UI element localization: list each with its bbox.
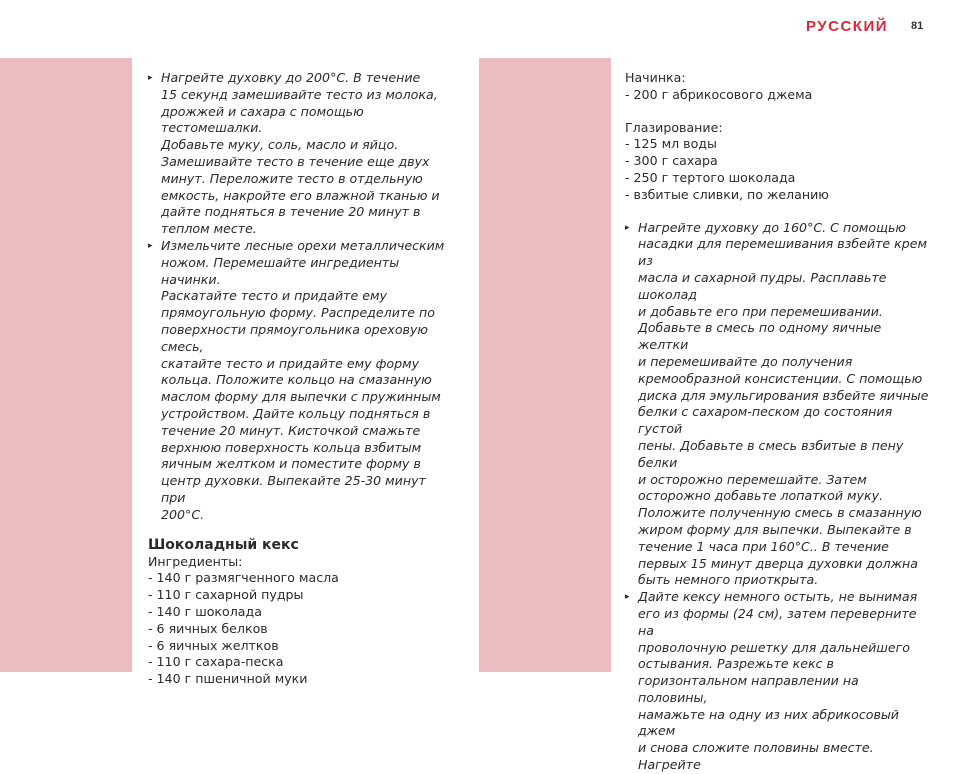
instruction-step	[625, 589, 930, 774]
instruction-text: Измельчите лесные орехи металлическим ножом. Перемешайте ингредиенты начинки. Раскатайте тесто и придайте ему прямоугольную форму. Распределите по поверхности прямоугольника ореховую смесь, скатайте тесто и придайте ему форму кольца. Положите кольцо на смазанную маслом форму для выпечки с пружинным устройством. Дайте кольцу подняться в течение 20 минут. Кисточкой смажьте верхнюю поверхность кольца взбитым яичным желтком и поместите форму в центр духовки. Выпекайте 25-30 минут при 200°С.	[161, 237, 445, 522]
bullet-arrow-icon: ▸	[148, 240, 153, 251]
ingredient-item: - 140 г пшеничной муки	[148, 671, 308, 687]
instruction-step	[148, 70, 448, 238]
ingredients-list	[148, 570, 448, 688]
ingredient-item: - 110 г сахара-песка	[148, 654, 284, 670]
ingredient-item: - 6 яичных желтков	[148, 637, 279, 653]
bullet-arrow-icon: ▸	[625, 222, 630, 233]
ingredient-item: - 125 мл воды	[625, 136, 717, 152]
ingredient-item: - 250 г тертого шоколада	[625, 169, 796, 185]
instruction-text: Дайте кексу немного остыть, не вынимая его из формы (24 см), затем переверните на проволочную решетку для дальнейшего остывания. Разрежьте кекс в горизонтальном направлении на половины, намажьте на одну из них абрикосовый джем и снова сложите половины вместе. Нагрейте	[638, 589, 918, 773]
instruction-step	[148, 238, 448, 524]
ingredient-item: - 140 г шоколада	[148, 603, 262, 619]
glaze-label: Глазирование:	[625, 119, 723, 135]
filling-label: Начинка:	[625, 70, 686, 85]
ingredient-item: - 110 г сахарной пудры	[148, 587, 304, 603]
page-number: 81	[911, 20, 924, 32]
filling-list	[625, 87, 930, 104]
ingredients-label: Ингредиенты:	[148, 553, 243, 569]
decorative-band-middle	[479, 58, 611, 672]
language-heading: РУССКИЙ	[806, 18, 889, 35]
glaze-list	[625, 136, 930, 203]
instruction-step	[625, 220, 930, 590]
recipe-title: Шоколадный кекс	[148, 536, 299, 553]
ingredient-item: - взбитые сливки, по желанию	[625, 186, 829, 202]
left-column	[148, 70, 448, 688]
bullet-arrow-icon: ▸	[148, 73, 153, 83]
instruction-text: Нагрейте духовку до 200°С. В течение 15 секунд замешивайте тесто из молока, дрожжей и сахара с помощью тестомешалки. Добавьте муку, соль, масло и яйцо. Замешивайте тесто в течение еще двух минут. Переложите тесто в отдельную емкость, накройте его влажной тканью и дайте подняться в течение 20 минут в теплом месте.	[161, 70, 440, 237]
instruction-text: Нагрейте духовку до 160°С. С помощью насадки для перемешивания взбейте крем из масла и сахарной пудры. Расплавьте шоколад и добавьте его при перемешивании. Добавьте в смесь по одному яичные желтки и перемешивайте до получения кремообразной консистенции. С помощью диска для эмульгирования взбейте яичные белки с сахаром-песком до состояния густой пены. Добавьте в смесь взбитые в пену белки и осторожно перемешайте. Затем осторожно добавьте лопаткой муку. Положите полученную смесь в смазанную жиром форму для выпечки. Выпекайте в течение 1 часа при 160°С.. В течение первых 15 минут дверца духовки должна быть немного приоткрыта.	[638, 219, 929, 588]
right-column	[625, 70, 930, 774]
decorative-band-left	[0, 58, 132, 672]
ingredient-item: - 140 г размягченного масла	[148, 570, 339, 586]
ingredient-item: - 6 яичных белков	[148, 620, 268, 636]
ingredient-item: - 200 г абрикосового джема	[625, 86, 813, 102]
ingredient-item: - 300 г сахара	[625, 153, 718, 169]
bullet-arrow-icon: ▸	[625, 592, 630, 603]
